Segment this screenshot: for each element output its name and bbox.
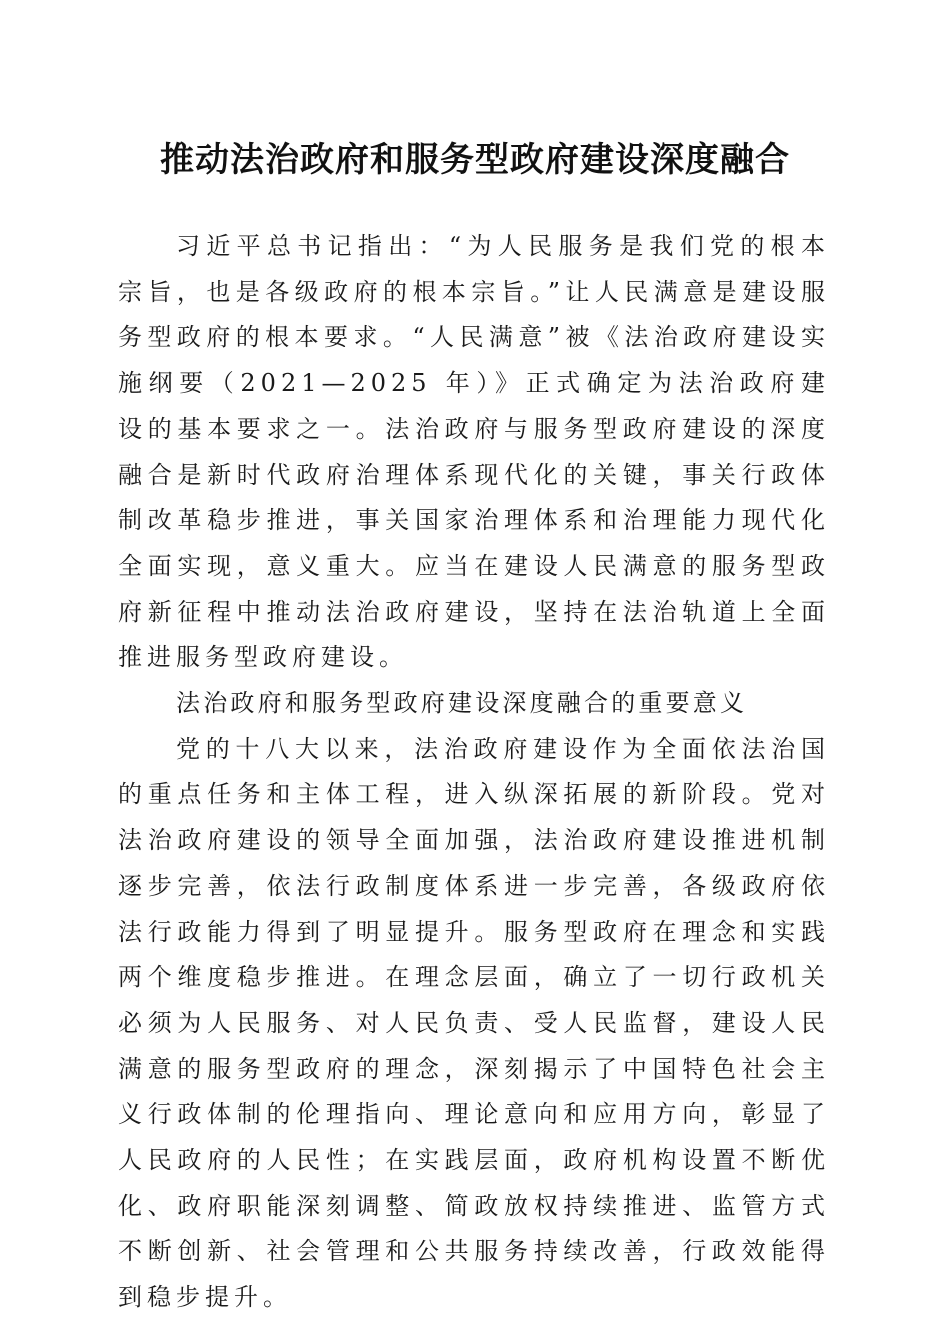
- document-body: [118, 224, 830, 1321]
- intro-paragraph: 习近平总书记指出：“为人民服务是我们党的根本宗旨，也是各级政府的根本宗旨。”让人民满意是建设服务型政府的根本要求。“人民满意”被《法治政府建设实施纲要（2021—2025 年）》正式确定为法治政府建设的基本要求之一。法治政府与服务型政府建设的深度融合是新时代政府治理体系现代化的关键，事关行政体制改革稳步推进，事关国家治理体系和治理能力现代化全面实现，意义重大。应当在建设人民满意的服务型政府新征程中推动法治政府建设，坚持在法治轨道上全面推进服务型政府建设。: [118, 232, 830, 672]
- section-paragraph: 党的十八大以来，法治政府建设作为全面依法治国的重点任务和主体工程，进入纵深拓展的新阶段。党对法治政府建设的领导全面加强，法治政府建设推进机制逐步完善，依法行政制度体系进一步完善，各级政府依法行政能力得到了明显提升。服务型政府在理念和实践两个维度稳步推进。在理念层面，确立了一切行政机关必须为人民服务、对人民负责、受人民监督，建设人民满意的服务型政府的理念，深刻揭示了中国特色社会主义行政体制的伦理指向、理论意向和应用方向，彰显了人民政府的人民性；在实践层面，政府机构设置不断优化、政府职能深刻调整、简政放权持续推进、监管方式不断创新、社会管理和公共服务持续改善，行政效能得到稳步提升。: [118, 734, 830, 1312]
- section-heading: 法治政府和服务型政府建设深度融合的重要意义: [176, 689, 748, 718]
- document-title: 推动法治政府和服务型政府建设深度融合: [160, 140, 790, 180]
